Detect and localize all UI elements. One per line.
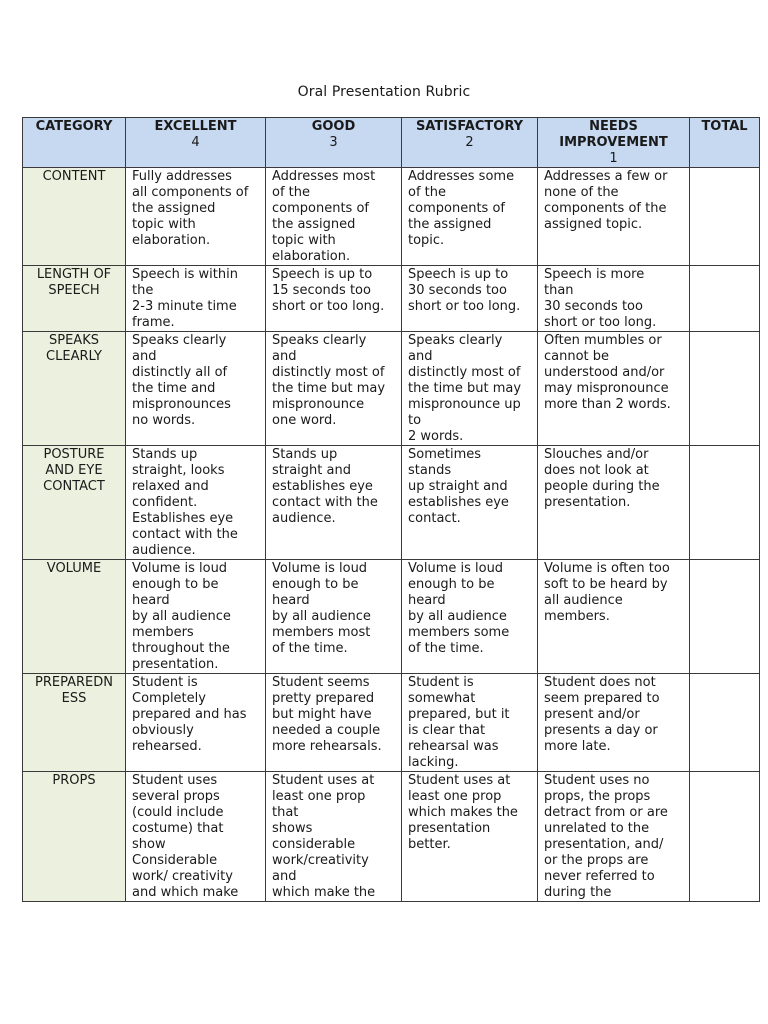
good-cell: Stands up straight and establishes eye contact with the audience. — [266, 446, 402, 560]
header-satisfactory — [402, 118, 538, 168]
header-label: EXCELLENT — [154, 119, 237, 134]
header-row — [23, 118, 760, 168]
satisfactory-cell: Sometimes stands up straight and establishes eye contact. — [402, 446, 538, 560]
category-cell: LENGTH OF SPEECH — [23, 266, 126, 332]
category-cell: POSTURE AND EYE CONTACT — [23, 446, 126, 560]
header-score: 3 — [329, 135, 338, 150]
table-row — [23, 168, 760, 266]
category-cell: PROPS — [23, 772, 126, 902]
header-excellent — [126, 118, 266, 168]
category-cell: CONTENT — [23, 168, 126, 266]
total-cell — [690, 772, 760, 902]
header-score: 1 — [609, 151, 618, 166]
needs-improvement-cell: Addresses a few or none of the components of the assigned topic. — [538, 168, 690, 266]
header-total — [690, 118, 760, 168]
header-label: GOOD — [311, 119, 356, 134]
good-cell: Speaks clearly and distinctly most of the time but may mispronounce one word. — [266, 332, 402, 446]
header-label: TOTAL — [701, 119, 748, 134]
header-category — [23, 118, 126, 168]
total-cell — [690, 332, 760, 446]
excellent-cell: Stands up straight, looks relaxed and confident. Establishes eye contact with the audience. — [126, 446, 266, 560]
satisfactory-cell: Student uses at least one prop which makes the presentation better. — [402, 772, 538, 902]
table-row — [23, 560, 760, 674]
header-label: CATEGORY — [35, 119, 113, 134]
needs-improvement-cell: Slouches and/or does not look at people during the presentation. — [538, 446, 690, 560]
excellent-cell: Speech is within the 2-3 minute time frame. — [126, 266, 266, 332]
header-label: SATISFACTORY — [415, 119, 524, 134]
needs-improvement-cell: Volume is often too soft to be heard by all audience members. — [538, 560, 690, 674]
header-good — [266, 118, 402, 168]
header-needs-improvement — [538, 118, 690, 168]
total-cell — [690, 560, 760, 674]
table-row — [23, 332, 760, 446]
header-score: 4 — [191, 135, 200, 150]
category-cell: VOLUME — [23, 560, 126, 674]
total-cell — [690, 446, 760, 560]
excellent-cell: Speaks clearly and distinctly all of the time and mispronounces no words. — [126, 332, 266, 446]
good-cell: Addresses most of the components of the assigned topic with elaboration. — [266, 168, 402, 266]
good-cell: Volume is loud enough to be heard by all audience members most of the time. — [266, 560, 402, 674]
total-cell — [690, 674, 760, 772]
table-row — [23, 772, 760, 902]
satisfactory-cell: Student is somewhat prepared, but it is clear that rehearsal was lacking. — [402, 674, 538, 772]
excellent-cell: Volume is loud enough to be heard by all audience members throughout the presentation. — [126, 560, 266, 674]
header-score: 2 — [465, 135, 474, 150]
good-cell: Speech is up to 15 seconds too short or too long. — [266, 266, 402, 332]
excellent-cell: Fully addresses all components of the assigned topic with elaboration. — [126, 168, 266, 266]
needs-improvement-cell: Student uses no props, the props detract from or are unrelated to the presentation, and/ or the props are never referred to during the — [538, 772, 690, 902]
good-cell: Student seems pretty prepared but might have needed a couple more rehearsals. — [266, 674, 402, 772]
table-row — [23, 266, 760, 332]
table-row — [23, 446, 760, 560]
rubric-table — [22, 117, 760, 902]
excellent-cell: Student uses several props (could include costume) that show Considerable work/ creativity and which make — [126, 772, 266, 902]
satisfactory-cell: Addresses some of the components of the assigned topic. — [402, 168, 538, 266]
needs-improvement-cell: Speech is more than 30 seconds too short or too long. — [538, 266, 690, 332]
total-cell — [690, 266, 760, 332]
needs-improvement-cell: Student does not seem prepared to present and/or presents a day or more late. — [538, 674, 690, 772]
satisfactory-cell: Volume is loud enough to be heard by all audience members some of the time. — [402, 560, 538, 674]
total-cell — [690, 168, 760, 266]
header-label: NEEDS IMPROVEMENT — [559, 119, 668, 150]
category-cell: SPEAKS CLEARLY — [23, 332, 126, 446]
needs-improvement-cell: Often mumbles or cannot be understood and/or may mispronounce more than 2 words. — [538, 332, 690, 446]
table-row — [23, 674, 760, 772]
category-cell: PREPAREDN ESS — [23, 674, 126, 772]
document-title: Oral Presentation Rubric — [297, 84, 471, 100]
satisfactory-cell: Speaks clearly and distinctly most of the time but may mispronounce up to 2 words. — [402, 332, 538, 446]
good-cell: Student uses at least one prop that shows considerable work/creativity and which make the — [266, 772, 402, 902]
excellent-cell: Student is Completely prepared and has obviously rehearsed. — [126, 674, 266, 772]
satisfactory-cell: Speech is up to 30 seconds too short or too long. — [402, 266, 538, 332]
